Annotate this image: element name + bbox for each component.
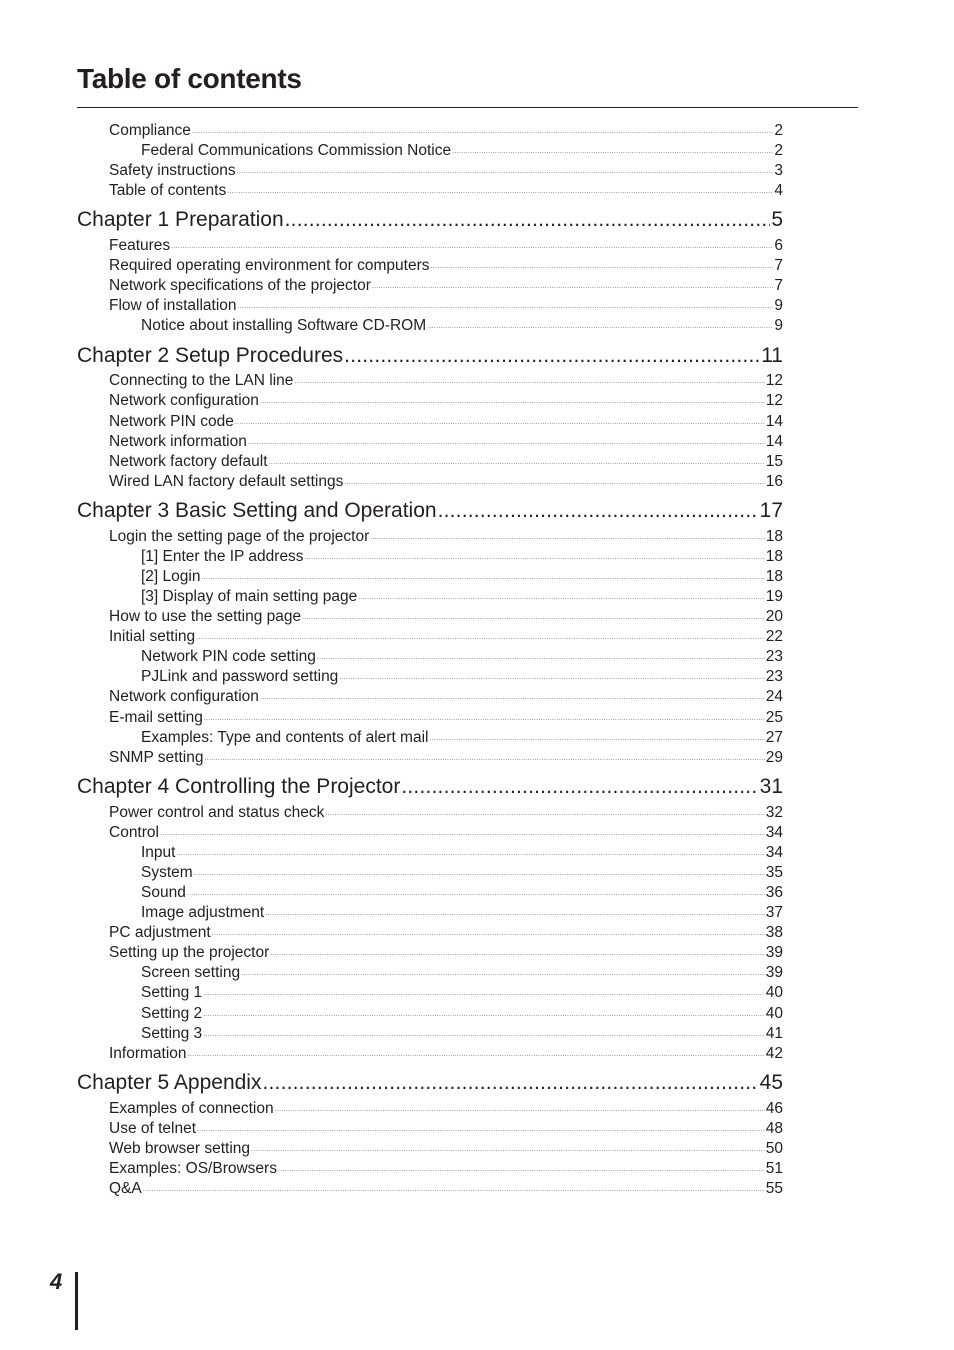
toc-chapter[interactable]: [77, 1070, 783, 1096]
toc-entry[interactable]: [109, 708, 783, 728]
toc-entry[interactable]: [141, 567, 783, 587]
toc-entry-page: 18: [765, 528, 783, 545]
toc-leader-dots: [427, 323, 773, 331]
toc-leader-dots: [275, 1106, 765, 1114]
toc-entry[interactable]: [109, 1119, 783, 1139]
toc-entry-page: 17: [759, 499, 783, 522]
toc-entry[interactable]: [141, 963, 783, 983]
toc-entry-label: Network factory default: [109, 453, 268, 470]
toc-entry-label: Q&A: [109, 1180, 142, 1197]
toc-entry-page: 35: [765, 864, 783, 881]
toc-entry-label: System: [141, 864, 193, 881]
toc-entry-label: Network specifications of the projector: [109, 277, 371, 294]
toc-entry-label: Examples of connection: [109, 1100, 274, 1117]
toc-entry-label: Input: [141, 844, 176, 861]
toc-entry-page: 9: [774, 317, 783, 334]
toc-entry[interactable]: [109, 1044, 783, 1064]
toc-entry-label: Setting 2: [141, 1005, 203, 1022]
toc-entry[interactable]: [109, 236, 783, 256]
toc-entry-label: PJLink and password setting: [141, 668, 339, 685]
toc-entry-page: 25: [765, 709, 783, 726]
toc-entry-page: 14: [765, 433, 783, 450]
toc-leader-dots: [262, 1070, 758, 1096]
toc-leader-dots: [344, 343, 760, 369]
toc-leader-dots: [305, 554, 765, 562]
toc-leader-dots: [325, 810, 764, 818]
toc-entry-label: Chapter 5 Appendix: [77, 1071, 262, 1094]
toc-leader-dots: [204, 715, 765, 723]
toc-leader-dots: [203, 1011, 765, 1019]
toc-entry[interactable]: [141, 728, 783, 748]
toc-leader-dots: [237, 168, 774, 176]
toc-entry[interactable]: [141, 1004, 783, 1024]
toc-entry-page: 18: [765, 568, 783, 585]
toc-entry-label: Setting 1: [141, 984, 203, 1001]
toc-entry[interactable]: [109, 627, 783, 647]
toc-entry-label: Use of telnet: [109, 1120, 197, 1137]
toc-leader-dots: [248, 439, 765, 447]
toc-entry[interactable]: [109, 472, 783, 492]
toc-entry[interactable]: [141, 667, 783, 687]
toc-entry-label: Chapter 3 Basic Setting and Operation: [77, 499, 437, 522]
toc-entry-page: 41: [765, 1025, 783, 1042]
toc-entry-page: 42: [765, 1045, 783, 1062]
page-title: Table of contents: [77, 63, 302, 94]
toc-leader-dots: [438, 498, 759, 524]
toc-entry[interactable]: [109, 276, 783, 296]
toc-chapter[interactable]: [77, 207, 783, 233]
toc-entry-label: Notice about installing Software CD-ROM: [141, 317, 427, 334]
toc-leader-dots: [270, 950, 764, 958]
toc-leader-dots: [192, 128, 774, 136]
toc-entry-label: Network configuration: [109, 688, 259, 705]
toc-entry-label: Network information: [109, 433, 247, 450]
toc-leader-dots: [201, 574, 764, 582]
toc-entry-page: 11: [761, 344, 783, 367]
toc-entry[interactable]: [141, 1024, 783, 1044]
toc-entry-page: 51: [765, 1160, 783, 1177]
toc-entry-label: Chapter 1 Preparation: [77, 208, 284, 231]
toc-entry-page: 45: [759, 1071, 783, 1094]
toc-leader-dots: [194, 870, 765, 878]
toc-entry-page: 27: [765, 729, 783, 746]
toc-entry-label: Wired LAN factory default settings: [109, 473, 344, 490]
toc-entry-label: How to use the setting page: [109, 608, 302, 625]
toc-entry-label: Network PIN code setting: [141, 648, 316, 665]
toc-entry-page: 29: [765, 749, 783, 766]
toc-entry-label: Setting up the projector: [109, 944, 270, 961]
page-number: 4: [50, 1269, 63, 1294]
toc-entry-label: [2] Login: [141, 568, 201, 585]
toc-leader-dots: [176, 850, 764, 858]
toc-entry-label: Power control and status check: [109, 804, 325, 821]
toc-entry-page: 9: [774, 297, 783, 314]
toc-entry-page: 2: [774, 142, 783, 159]
toc-entry-label: Network configuration: [109, 392, 259, 409]
toc-entry[interactable]: [109, 823, 783, 843]
toc-leader-dots: [370, 534, 765, 542]
toc-entry[interactable]: [141, 547, 783, 567]
footer-bar: [75, 1272, 78, 1330]
toc-leader-dots: [204, 755, 764, 763]
toc-entry[interactable]: [109, 412, 783, 432]
toc-entry[interactable]: [109, 1139, 783, 1159]
toc-entry[interactable]: [109, 748, 783, 768]
toc-leader-dots: [285, 207, 771, 233]
toc-leader-dots: [431, 263, 774, 271]
toc-leader-dots: [160, 830, 765, 838]
toc-leader-dots: [317, 654, 765, 662]
toc-entry[interactable]: [141, 316, 783, 336]
toc-entry-page: 34: [765, 844, 783, 861]
toc-entry-page: 50: [765, 1140, 783, 1157]
toc-leader-dots: [251, 1146, 765, 1154]
toc-chapter[interactable]: [77, 774, 783, 800]
toc-entry-page: 36: [765, 884, 783, 901]
toc-entry[interactable]: [141, 883, 783, 903]
toc-entry-page: 12: [765, 392, 783, 409]
toc-entry-page: 16: [765, 473, 783, 490]
toc-chapter[interactable]: [77, 343, 783, 369]
toc-chapter[interactable]: [77, 498, 783, 524]
toc-entry-label: Examples: OS/Browsers: [109, 1160, 277, 1177]
toc-entry-label: Image adjustment: [141, 904, 265, 921]
toc-leader-dots: [429, 735, 764, 743]
toc-leader-dots: [235, 419, 765, 427]
toc-entry-label: SNMP setting: [109, 749, 204, 766]
toc-entry[interactable]: [109, 181, 783, 201]
toc-entry-page: 19: [765, 588, 783, 605]
toc-entry-label: [3] Display of main setting page: [141, 588, 358, 605]
toc-entry-label: Setting 3: [141, 1025, 203, 1042]
toc-entry-page: 31: [759, 775, 783, 798]
toc-leader-dots: [241, 970, 765, 978]
toc-entry-page: 7: [774, 277, 783, 294]
toc-leader-dots: [294, 378, 764, 386]
toc-leader-dots: [302, 614, 765, 622]
toc-entry-label: Initial setting: [109, 628, 196, 645]
toc-entry-page: 2: [774, 122, 783, 139]
toc-leader-dots: [196, 634, 765, 642]
toc-entry[interactable]: [109, 1099, 783, 1119]
toc-entry[interactable]: [109, 121, 783, 141]
toc-entry[interactable]: [141, 983, 783, 1003]
toc-entry-page: 48: [765, 1120, 783, 1137]
toc-entry-page: 20: [765, 608, 783, 625]
toc-entry-label: Sound: [141, 884, 186, 901]
toc-entry[interactable]: [141, 587, 783, 607]
toc-entry-label: Connecting to the LAN line: [109, 372, 294, 389]
toc-entry-page: 3: [774, 162, 783, 179]
toc-leader-dots: [143, 1186, 765, 1194]
toc-leader-dots: [171, 243, 773, 251]
toc-entry[interactable]: [109, 687, 783, 707]
toc-entry[interactable]: [109, 371, 783, 391]
toc-entry[interactable]: [109, 1179, 783, 1199]
toc-leader-dots: [188, 1051, 765, 1059]
toc-leader-dots: [212, 930, 765, 938]
toc-entry-page: 32: [765, 804, 783, 821]
toc-entry[interactable]: [109, 256, 783, 276]
toc-entry-page: 40: [765, 1005, 783, 1022]
toc-entry-label: Examples: Type and contents of alert mail: [141, 729, 429, 746]
toc-entry-page: 39: [765, 964, 783, 981]
toc-entry-page: 34: [765, 824, 783, 841]
toc-entry-label: Required operating environment for computers: [109, 257, 430, 274]
toc-leader-dots: [203, 990, 765, 998]
toc-leader-dots: [260, 398, 765, 406]
toc-entry[interactable]: [141, 141, 783, 161]
toc-entry-label: Chapter 4 Controlling the Projector: [77, 775, 401, 798]
toc-entry[interactable]: [109, 607, 783, 627]
toc-entry[interactable]: [109, 452, 783, 472]
toc-entry-page: 14: [765, 413, 783, 430]
toc-entry-label: PC adjustment: [109, 924, 211, 941]
toc-entry-page: 15: [765, 453, 783, 470]
toc-entry[interactable]: [109, 803, 783, 823]
toc-leader-dots: [187, 890, 765, 898]
toc-entry-page: 7: [774, 257, 783, 274]
toc-entry-page: 40: [765, 984, 783, 1001]
toc-entry[interactable]: [141, 647, 783, 667]
toc-leader-dots: [203, 1031, 765, 1039]
toc-leader-dots: [278, 1166, 765, 1174]
toc-entry-label: Screen setting: [141, 964, 241, 981]
toc-entry[interactable]: [141, 843, 783, 863]
toc-leader-dots: [372, 283, 773, 291]
toc-entry[interactable]: [141, 903, 783, 923]
toc-entry-label: Chapter 2 Setup Procedures: [77, 344, 344, 367]
toc-entry-page: 37: [765, 904, 783, 921]
toc-leader-dots: [401, 774, 758, 800]
toc-entry-label: [1] Enter the IP address: [141, 548, 304, 565]
toc-entry-label: Table of contents: [109, 182, 227, 199]
toc-entry-label: Federal Communications Commission Notice: [141, 142, 452, 159]
toc-leader-dots: [269, 459, 765, 467]
toc-entry-label: Compliance: [109, 122, 191, 139]
toc-leader-dots: [339, 674, 764, 682]
toc-entry-label: Features: [109, 237, 171, 254]
toc-leader-dots: [197, 1126, 765, 1134]
toc-entry-page: 12: [765, 372, 783, 389]
toc-entry[interactable]: [109, 923, 783, 943]
toc-entry[interactable]: [141, 863, 783, 883]
toc-entry-page: 46: [765, 1100, 783, 1117]
toc-leader-dots: [344, 479, 764, 487]
toc-entry-page: 4: [774, 182, 783, 199]
toc-entry-label: Flow of installation: [109, 297, 237, 314]
toc-entry-label: Network PIN code: [109, 413, 234, 430]
toc-entry-page: 6: [774, 237, 783, 254]
toc-leader-dots: [238, 303, 774, 311]
toc-entry-page: 22: [765, 628, 783, 645]
toc-entry[interactable]: [109, 296, 783, 316]
toc-entry[interactable]: [109, 432, 783, 452]
toc-entry-label: E-mail setting: [109, 709, 203, 726]
toc-entry-page: 38: [765, 924, 783, 941]
toc-entry-label: Login the setting page of the projector: [109, 528, 370, 545]
toc-entry-page: 23: [765, 668, 783, 685]
toc-entry-page: 55: [765, 1180, 783, 1197]
toc-entry-label: Safety instructions: [109, 162, 236, 179]
toc-leader-dots: [452, 148, 773, 156]
toc-entry[interactable]: [109, 943, 783, 963]
toc-entry-page: 39: [765, 944, 783, 961]
toc-leader-dots: [227, 188, 773, 196]
toc-entry-label: Control: [109, 824, 159, 841]
toc-entry-page: 5: [771, 208, 783, 231]
toc-leader-dots: [260, 694, 765, 702]
toc-leader-dots: [358, 594, 764, 602]
toc-entry[interactable]: [109, 1159, 783, 1179]
toc-entry[interactable]: [109, 391, 783, 411]
toc-entry-page: 24: [765, 688, 783, 705]
toc-entry[interactable]: [109, 527, 783, 547]
toc-entry-label: Information: [109, 1045, 187, 1062]
toc-entry[interactable]: [109, 161, 783, 181]
toc-entry-page: 23: [765, 648, 783, 665]
toc-entry-page: 18: [765, 548, 783, 565]
toc-entry-label: Web browser setting: [109, 1140, 250, 1157]
toc-leader-dots: [265, 910, 765, 918]
